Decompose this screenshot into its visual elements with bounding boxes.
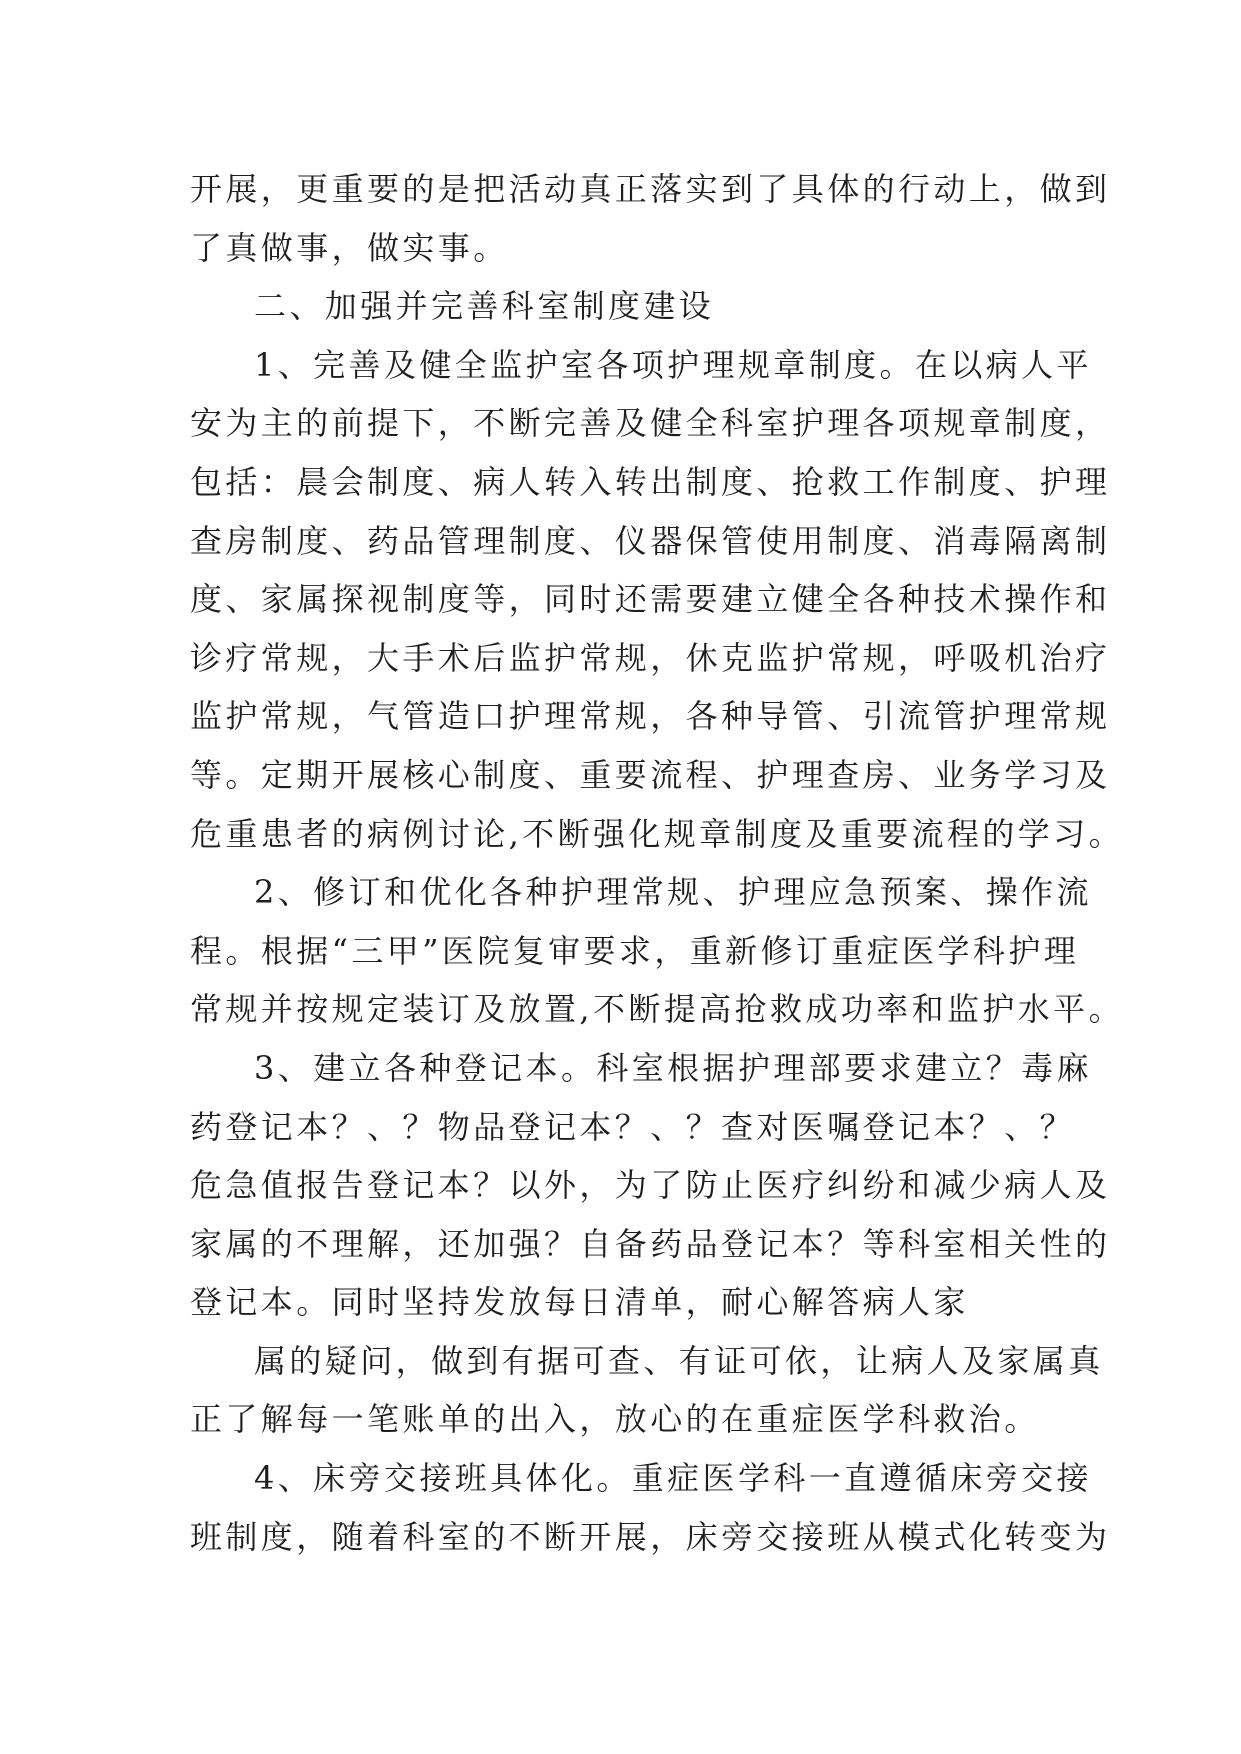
text-line: 了真做事，做实事。 <box>190 228 509 267</box>
body-text <box>190 160 1124 1566</box>
text-line: 药登记本？、？物品登记本？、？查对医嘱登记本？、？ <box>190 1107 1076 1146</box>
text-line: 危重患者的病例讨论,不断强化规章制度及重要流程的学习。 <box>190 814 1124 853</box>
text-line: 监护常规，气管造口护理常规，各种导管、引流管护理常规 <box>190 697 1111 736</box>
text-line: 查房制度、药品管理制度、仪器保管使用制度、消毒隔离制 <box>190 521 1111 560</box>
text-line: 3、建立各种登记本。科室根据护理部要求建立？毒麻 <box>254 1048 1092 1087</box>
text-line: 2、修订和优化各种护理常规、护理应急预案、操作流 <box>254 873 1092 912</box>
text-line: 班制度，随着科室的不断开展，床旁交接班从模式化转变为 <box>190 1517 1111 1556</box>
text-line: 正了解每一笔账单的出入，放心的在重症医学科救治。 <box>190 1400 1040 1439</box>
section-heading: 二、加强并完善科室制度建设 <box>254 287 715 326</box>
text-line: 度、家属探视制度等，同时还需要建立健全各种技术操作和 <box>190 580 1111 619</box>
text-line: 包括：晨会制度、病人转入转出制度、抢救工作制度、护理 <box>190 462 1111 501</box>
text-line: 常规并按规定装订及放置,不断提高抢救成功率和监护水平。 <box>190 990 1124 1029</box>
text-line: 4、床旁交接班具体化。重症医学科一直遵循床旁交接 <box>254 1459 1092 1498</box>
text-line: 属的疑问，做到有据可查、有证可依，让病人及家属真 <box>254 1341 1104 1380</box>
text-line: 1、完善及健全监护室各项护理规章制度。在以病人平 <box>254 345 1092 384</box>
text-line: 危急值报告登记本？以外，为了防止医疗纠纷和减少病人及 <box>190 1166 1111 1205</box>
text-line: 程。根据“三甲”医院复审要求，重新修订重症医学科护理 <box>190 931 1080 970</box>
text-line: 安为主的前提下，不断完善及健全科室护理各项规章制度， <box>190 404 1111 443</box>
text-line: 家属的不理解，还加强？自备药品登记本？等科室相关性的 <box>190 1224 1111 1263</box>
text-line: 登记本。同时坚持发放每日清单，耐心解答病人家 <box>190 1283 969 1322</box>
text-line: 诊疗常规，大手术后监护常规，休克监护常规，呼吸机治疗 <box>190 638 1111 677</box>
text-line: 等。定期开展核心制度、重要流程、护理查房、业务学习及 <box>190 755 1111 794</box>
text-line: 开展，更重要的是把活动真正落实到了具体的行动上，做到 <box>190 170 1111 208</box>
